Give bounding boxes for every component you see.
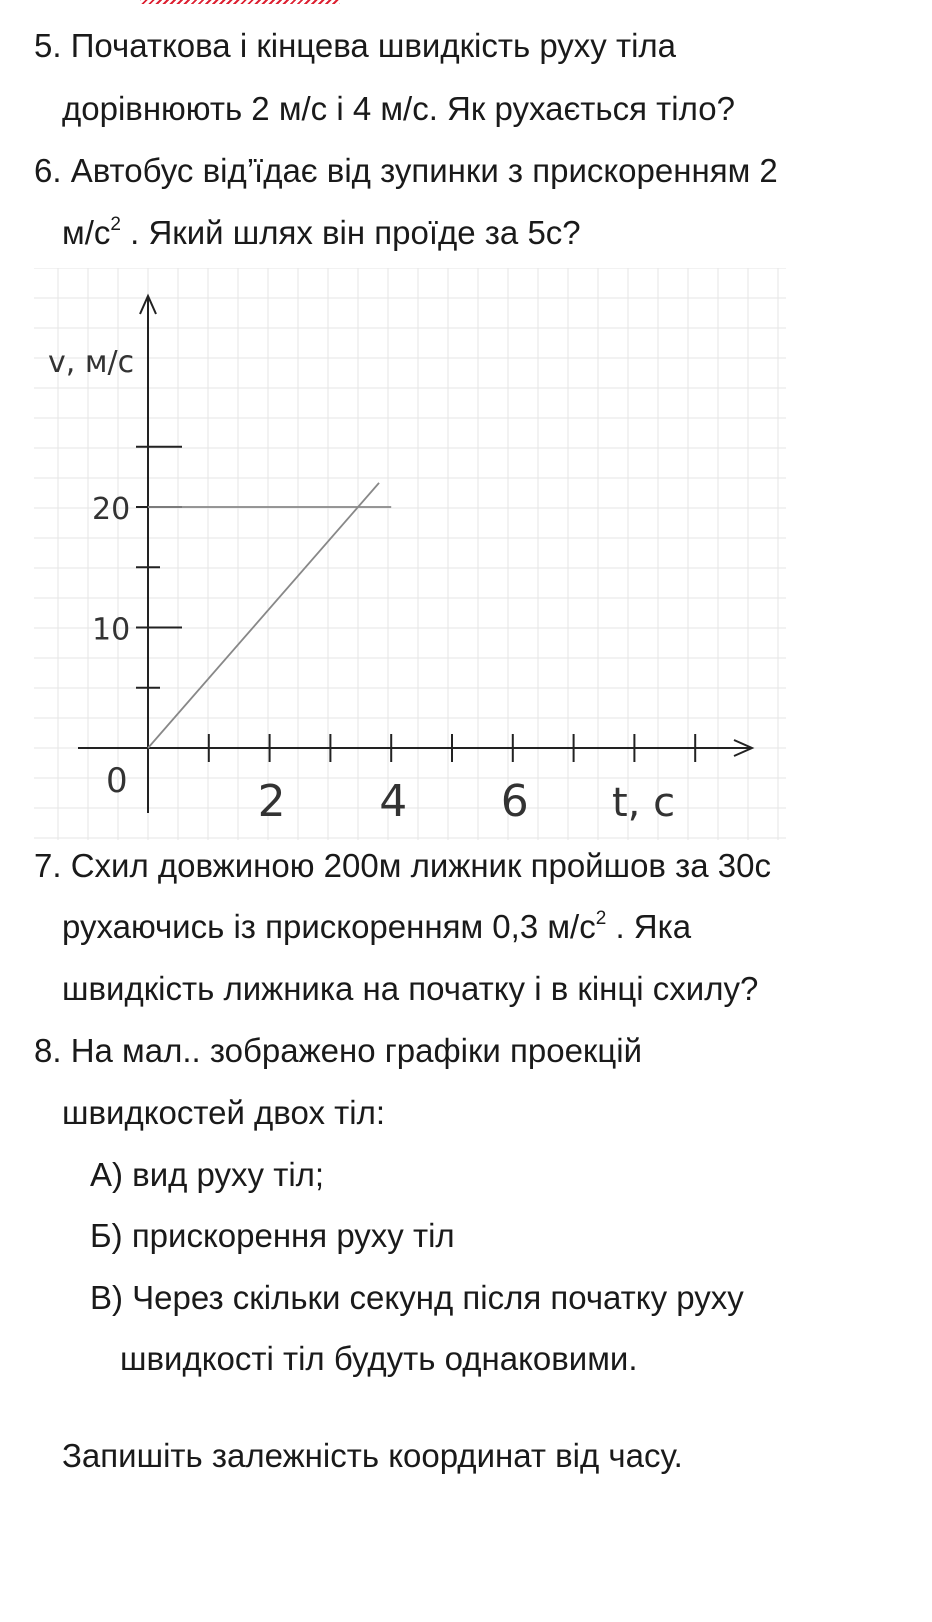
x-tick-label: 2 xyxy=(257,776,286,827)
series-line-2 xyxy=(148,483,379,748)
y-tick-label: 20 xyxy=(92,492,131,527)
cut-off-previous-line xyxy=(0,0,932,6)
q8-line2: швидкостей двох тіл: xyxy=(62,1094,385,1131)
velocity-time-chart xyxy=(34,268,786,840)
y-tick-label: 10 xyxy=(92,612,131,648)
q7-line3: швидкість лижника на початку і в кінці схилу? xyxy=(62,970,759,1007)
final-instruction: Запишіть залежність координат від часу. xyxy=(62,1437,683,1474)
q7-text: рухаючись із прискоренням 0,3 м/с xyxy=(62,908,596,945)
q6-line1: 6. Автобус від’їдає від зупинки з прискоренням 2 xyxy=(34,152,778,189)
q6-unit-exponent: 2 xyxy=(110,214,121,235)
q7-text-end: . Яка xyxy=(606,908,692,945)
q7-unit-exponent: 2 xyxy=(595,908,607,929)
q8-item-a: А) вид руху тіл; xyxy=(90,1156,325,1193)
q6-unit: м/с xyxy=(62,214,111,251)
q7-line2 xyxy=(62,907,691,947)
spellcheck-underline xyxy=(140,0,340,4)
labels xyxy=(48,345,675,827)
q8-item-b: Б) прискорення руху тіл xyxy=(90,1217,455,1254)
axes xyxy=(78,296,752,813)
q6-line2 xyxy=(62,213,581,253)
q7-line1: 7. Схил довжиною 200м лижник пройшов за 30с xyxy=(34,847,771,884)
grid xyxy=(34,268,786,840)
origin-label: 0 xyxy=(106,761,128,801)
y-axis-label: v, м/с xyxy=(48,345,135,380)
series xyxy=(148,483,391,748)
velocity-time-graph xyxy=(34,268,786,840)
q5-line2: дорівнюють 2 м/с і 4 м/с. Як рухається тіло? xyxy=(62,90,735,127)
x-tick-label: 4 xyxy=(379,776,408,827)
x-axis-label: t, c xyxy=(612,780,676,826)
q6-question: . Який шлях він проїде за 5с? xyxy=(120,214,581,251)
q8-item-c-line2: швидкості тіл будуть однаковими. xyxy=(120,1340,638,1377)
x-tick-label: 6 xyxy=(500,776,529,827)
q5-line1: 5. Початкова і кінцева швидкість руху тіла xyxy=(34,27,677,64)
q8-line1: 8. На мал.. зображено графіки проекцій xyxy=(34,1032,643,1069)
q8-item-c-line1: В) Через скільки секунд після початку руху xyxy=(90,1279,744,1316)
